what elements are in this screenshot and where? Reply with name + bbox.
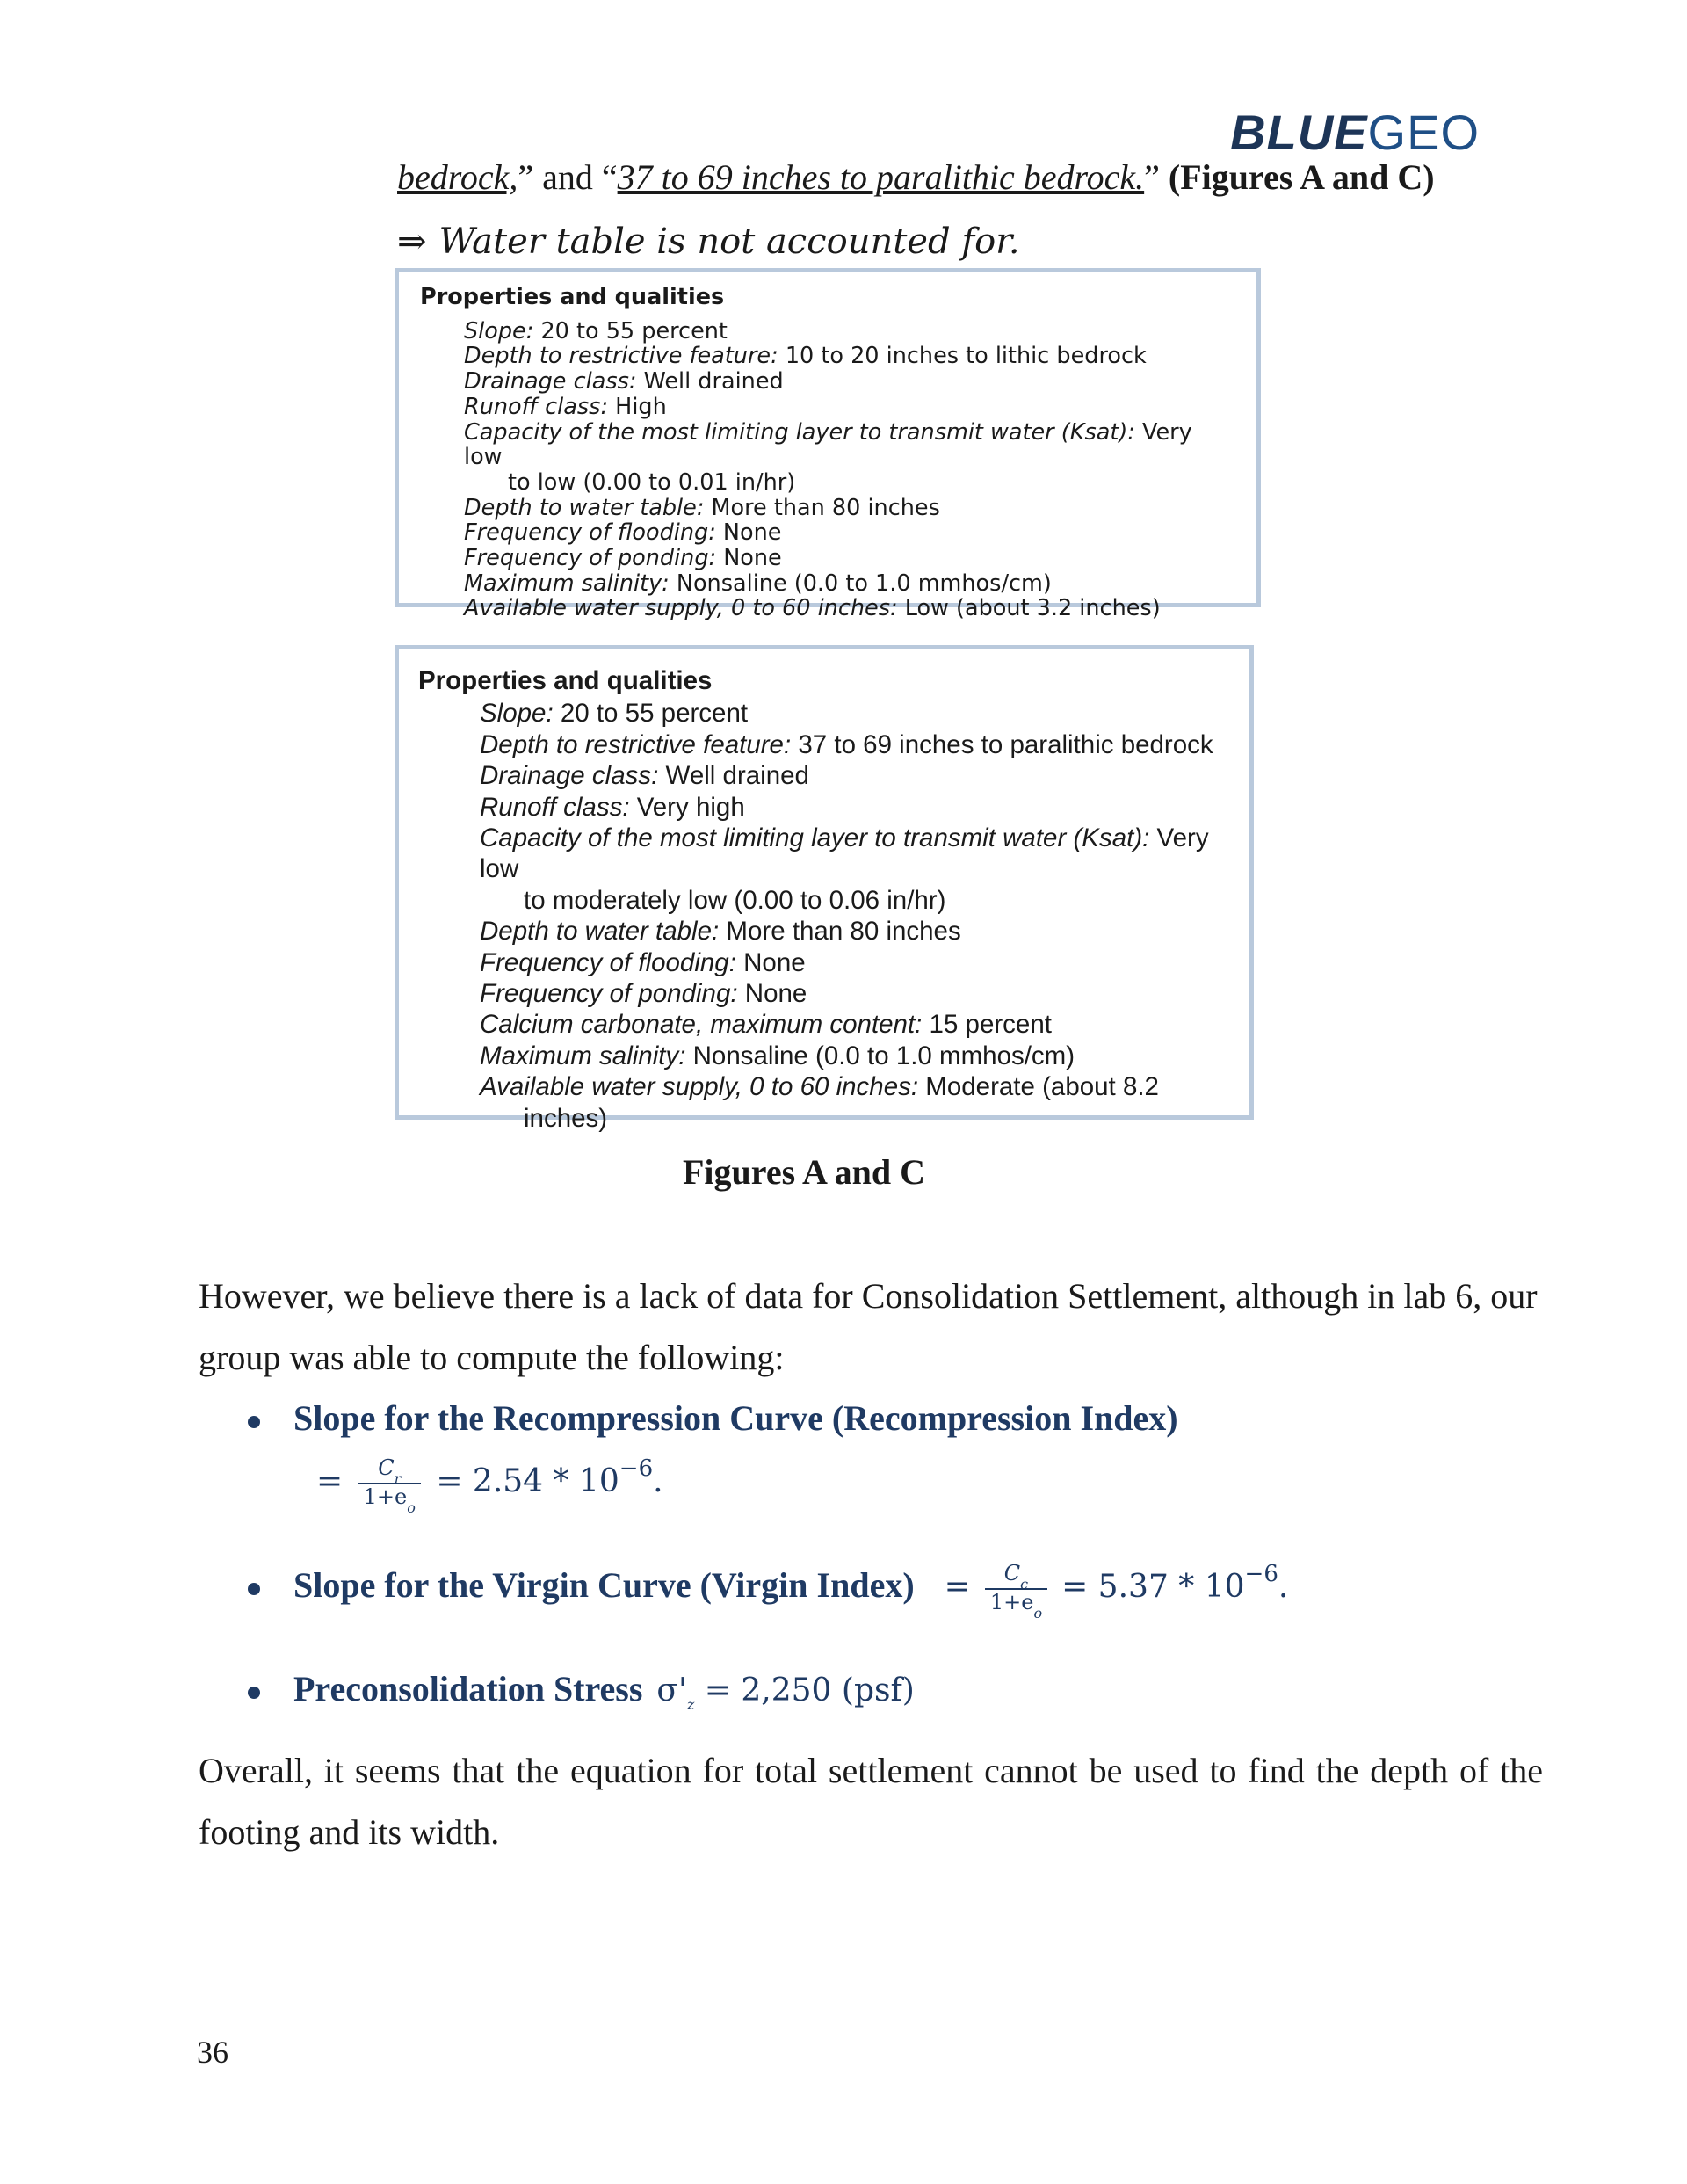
- quote-bedrock: bedrock,: [397, 157, 518, 197]
- logo-bold-text: BLUE: [1230, 105, 1368, 160]
- figure-a-item: Slope: 20 to 55 percent: [464, 317, 728, 345]
- water-table-note: [397, 221, 1020, 262]
- intro-close: ”: [1144, 157, 1169, 197]
- figure-a-item: Runoff class: High: [464, 393, 667, 420]
- bullet-recompression-index: [248, 1397, 1178, 1439]
- figure-reference: (Figures A and C): [1168, 157, 1435, 197]
- figure-caption: Figures A and C: [683, 1152, 925, 1192]
- intro-line: [397, 156, 1435, 198]
- recompression-exponent: −6: [619, 1455, 654, 1482]
- paragraph-conclusion: Overall, it seems that the equation for total settlement cannot be used to find the depth of the footing and its width.: [199, 1751, 1543, 1852]
- bullet-dot-icon: [248, 1583, 260, 1595]
- paragraph-consolidation: However, we believe there is a lack of data for Consolidation Settlement, although in lab 6, our group was able to compute the following:: [199, 1276, 1538, 1377]
- figure-c-item: Runoff class: Very high: [480, 792, 745, 822]
- water-table-note-text: Water table is not accounted for.: [438, 221, 1020, 262]
- implies-arrow: ⇒: [397, 221, 427, 262]
- figure-a-item: Drainage class: Well drained: [464, 368, 784, 395]
- figure-c-item: Calcium carbonate, maximum content: 15 percent: [480, 1010, 1052, 1040]
- figure-a-item: Depth to restrictive feature: 10 to 20 inches to lithic bedrock: [464, 343, 1147, 370]
- virgin-value: = 5.37 * 10: [1061, 1569, 1245, 1606]
- page-number: 36: [197, 2035, 228, 2070]
- figure-c-heading: Properties and qualities: [418, 666, 713, 695]
- bullet-preconsolidation-stress: Preconsolidation Stress $\sigma'_z = 2,250$ (psf): [248, 1668, 915, 1709]
- figure-a-item: Depth to water table: More than 80 inches: [464, 494, 940, 521]
- recompression-value: = 2.54 * 10: [436, 1463, 619, 1499]
- bullet-dot-icon: [248, 1416, 260, 1428]
- figure-c-item: Depth to restrictive feature: 37 to 69 inches to paralithic bedrock: [480, 729, 1213, 759]
- virgin-fraction: $\frac{C_c}{1+e_o}$: [985, 1561, 1047, 1617]
- company-logo: [1230, 104, 1480, 161]
- figure-c-item: Drainage class: Well drained: [480, 761, 809, 791]
- figure-a-heading: Properties and qualities: [420, 284, 725, 310]
- logo-light-text: GEO: [1367, 105, 1480, 160]
- figure-c-item: Available water supply, 0 to 60 inches: Moderate (about 8.2 inches): [480, 1072, 1159, 1133]
- quote-paralithic: 37 to 69 inches to paralithic bedrock.: [617, 157, 1145, 197]
- figure-c-properties-box: [395, 645, 1254, 1133]
- bullet-dot-icon: [248, 1687, 260, 1699]
- figure-a-properties-box: [395, 268, 1261, 622]
- preconsolidation-value: = 2,250 (psf): [704, 1672, 915, 1709]
- virgin-exponent: −6: [1244, 1561, 1278, 1588]
- figure-a-item: Available water supply, 0 to 60 inches: Low (about 3.2 inches): [464, 595, 1161, 622]
- bullet-label: Preconsolidation Stress: [293, 1669, 643, 1709]
- recompression-equation: = $\frac{C_r}{1+e_o}$ = $2.54 * 10^{-6}$.: [316, 1455, 663, 1516]
- intro-connector: ” and “: [518, 157, 618, 197]
- figure-c-item: Depth to water table: More than 80 inches: [480, 917, 961, 947]
- figure-c-item: Slope: 20 to 55 percent: [480, 699, 749, 729]
- figure-a-item: Frequency of flooding: None: [464, 519, 782, 547]
- bullet-label: Slope for the Recompression Curve (Recompression Index): [293, 1398, 1178, 1438]
- figure-a-item: Maximum salinity: Nonsaline (0.0 to 1.0 mmhos/cm): [464, 570, 1052, 597]
- recompression-fraction: $\frac{C_r}{1+e_o}$: [358, 1455, 421, 1512]
- figure-a-item: Capacity of the most limiting layer to transmit water (Ksat): Very low to low (0.00 to 0.01 in/hr): [464, 418, 1192, 496]
- figure-c-item: Frequency of flooding: None: [480, 947, 806, 977]
- figure-a-item: Frequency of ponding: None: [464, 545, 782, 572]
- figure-c-item: Maximum salinity: Nonsaline (0.0 to 1.0 mmhos/cm): [480, 1041, 1075, 1070]
- figure-c-item: Frequency of ponding: None: [480, 979, 807, 1009]
- bullet-virgin-index: Slope for the Virgin Curve (Virgin Index) = $\frac{C_c}{1+e_o}$ = $5.37 * 10^{-6}$.: [248, 1561, 1288, 1617]
- figure-c-item: Capacity of the most limiting layer to transmit water (Ksat): Very low to moderately low (0.00 to 0.06 in/hr): [480, 824, 1209, 915]
- bullet-label: Slope for the Virgin Curve (Virgin Index): [293, 1565, 915, 1606]
